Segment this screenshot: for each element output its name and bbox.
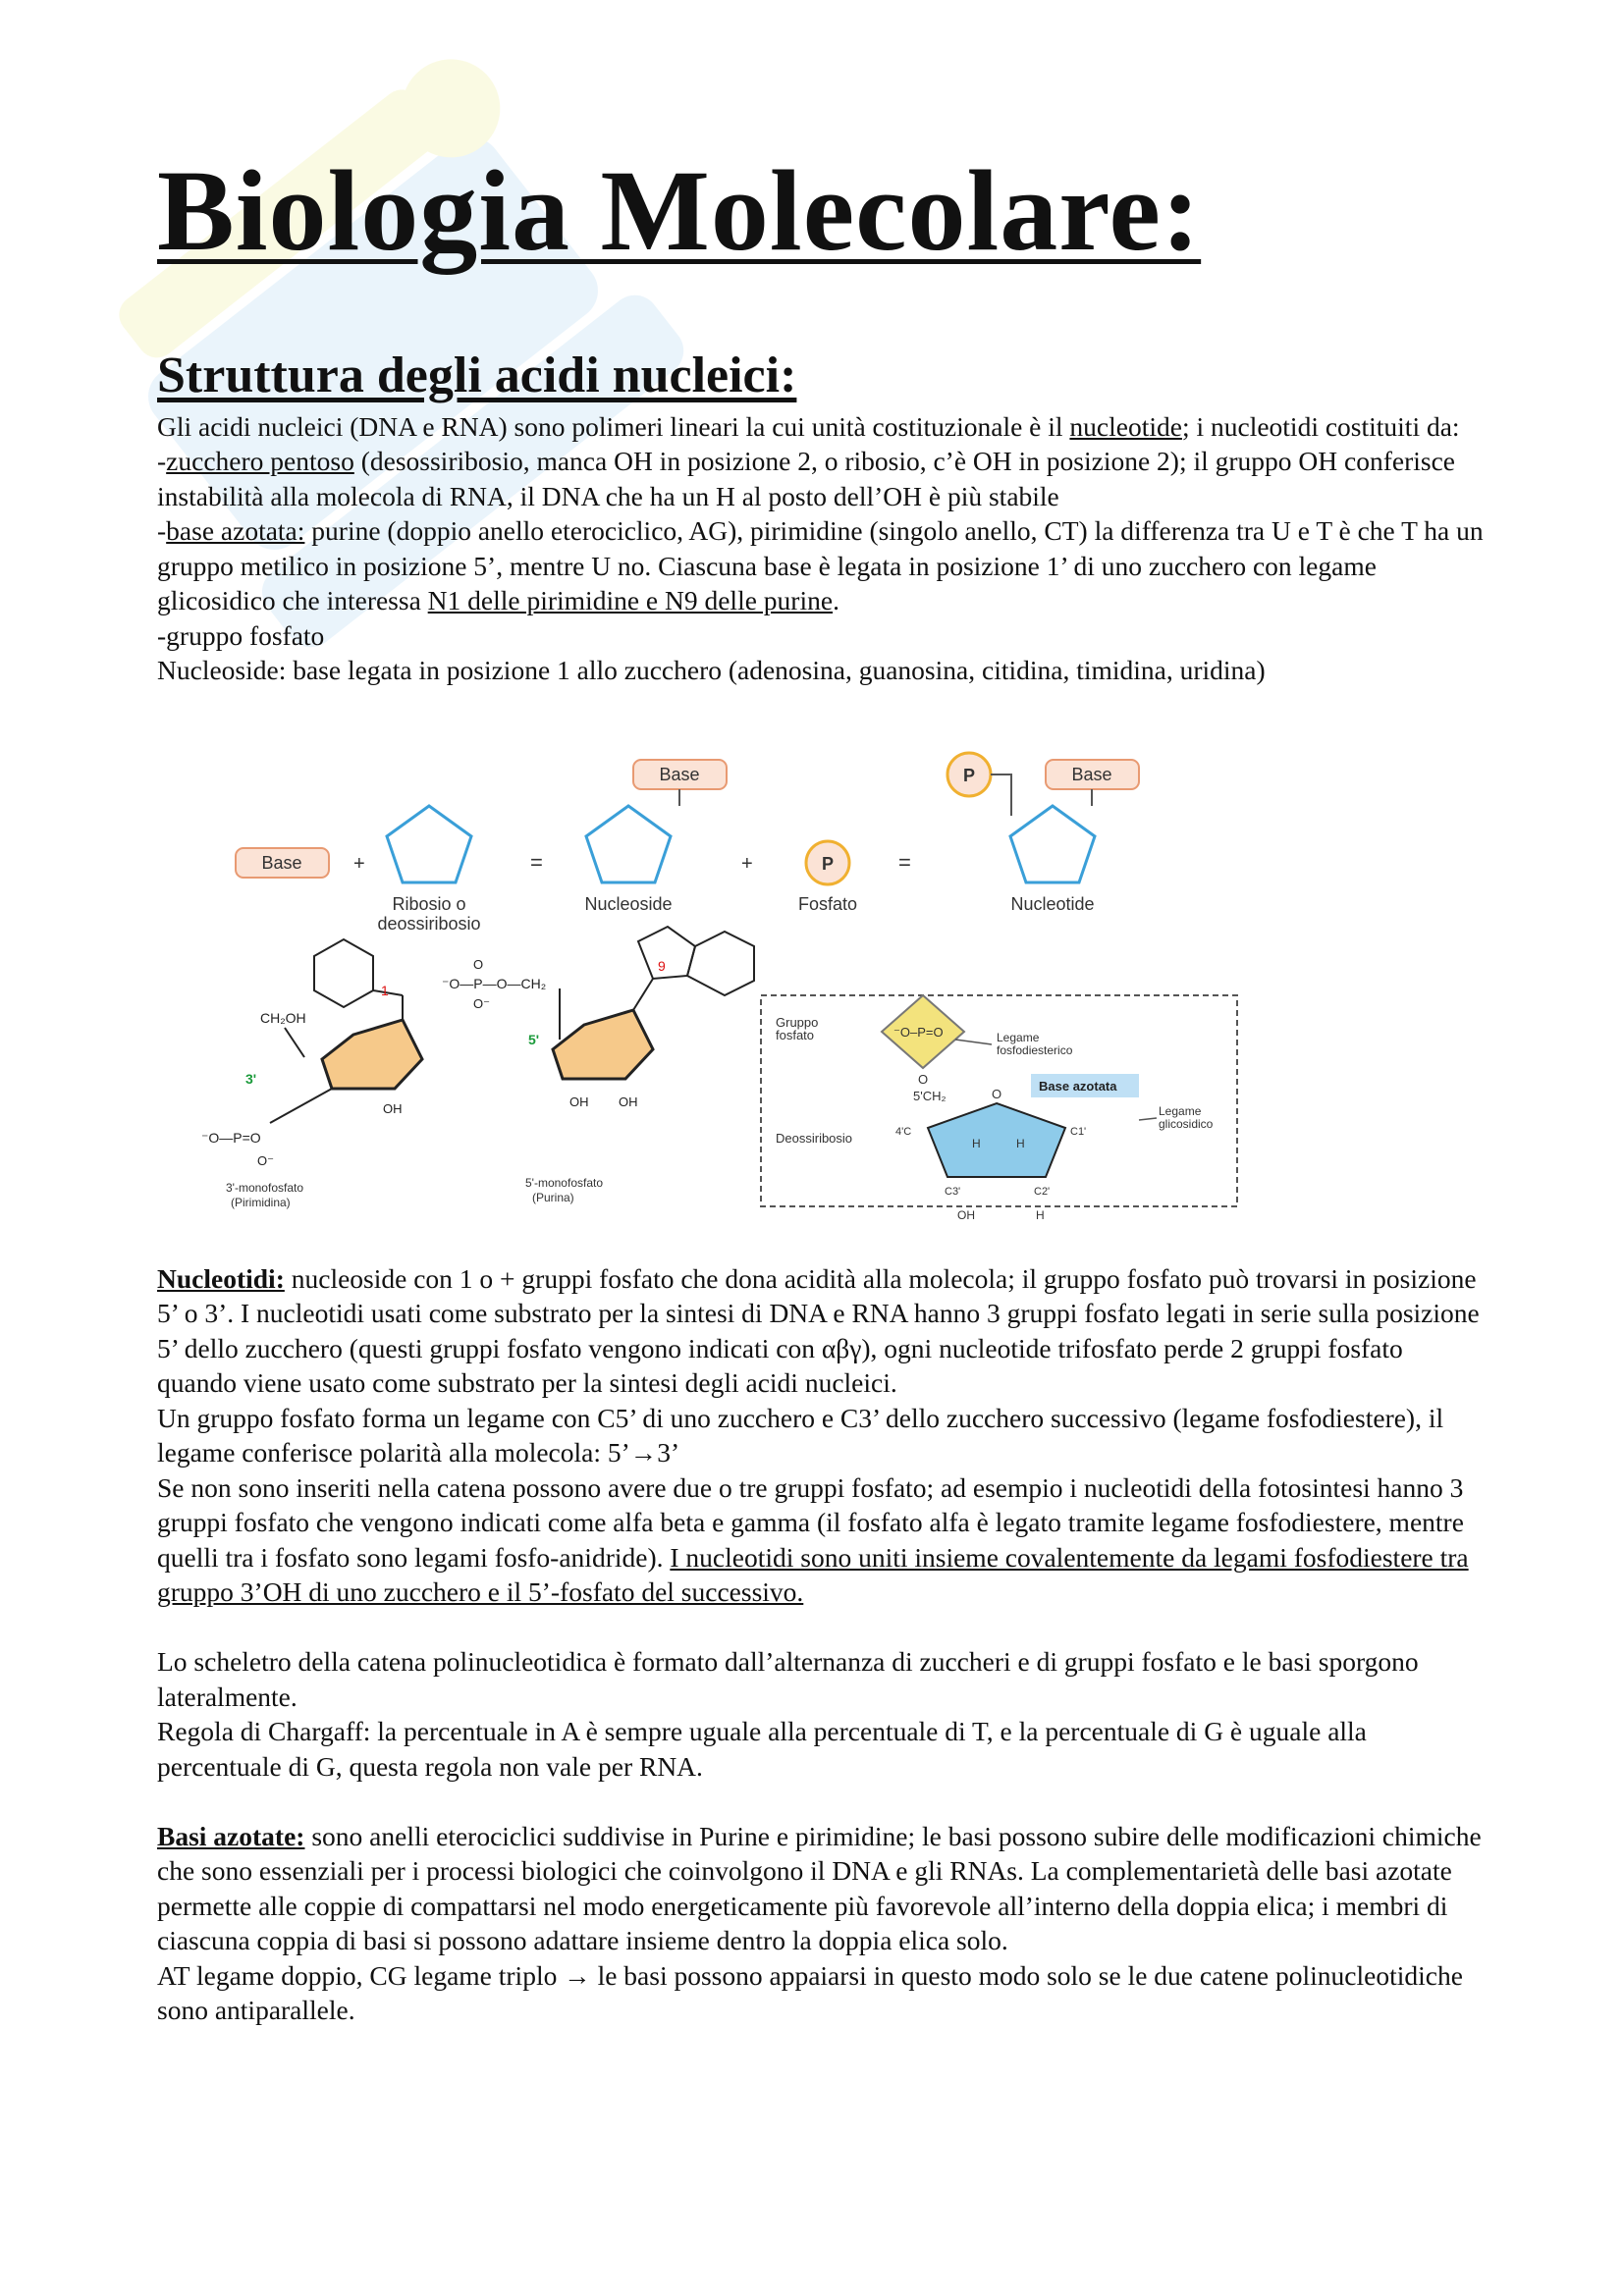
svg-text:H: H [1036, 1207, 1045, 1222]
svg-text:Legame: Legame [1159, 1103, 1202, 1118]
svg-text:⁻O—P=O: ⁻O—P=O [201, 1129, 261, 1146]
paragraph-bases: Basi azotate: sono anelli eterociclici suddivise in Purine e pirimidine; le basi possono subire delle modificazioni chimiche che sono essenziali per i processi biologici che coinvolgono il DNA e gli RNAs. La complementarietà delle basi azotate permette alle coppie di compattarsi nel modo energeticamente più favorevole all’interno della doppia elica; i membri di ciascuna coppia di basi si possono adattare insieme dentro la doppia elica solo. [157, 1820, 1482, 1956]
svg-text:⁻O–P=O: ⁻O–P=O [893, 1024, 944, 1040]
svg-text:O: O [918, 1071, 929, 1087]
svg-text:(Purina): (Purina) [532, 1190, 574, 1204]
paragraph-sugar: -zucchero pentoso (desossiribosio, manca OH in posizione 2, o ribosio, c’è OH in posizione 2); il gruppo OH conferisce instabilità alla molecola di RNA, il DNA che ha un H al posto dell’OH è più stabile [157, 446, 1455, 511]
bases-label: Basi azotate: [157, 1820, 305, 1851]
svg-text:C1': C1' [1070, 1125, 1087, 1138]
svg-text:9: 9 [658, 957, 666, 974]
equals-sign-2: = [898, 849, 911, 875]
svg-text:CH₂OH: CH₂OH [260, 1009, 306, 1026]
plus-sign-2: + [741, 852, 753, 875]
svg-text:P: P [962, 765, 976, 785]
sugar-term: zucchero pentoso [166, 446, 354, 477]
sugar-label-1: Ribosio o [392, 893, 466, 914]
svg-text:1: 1 [381, 982, 389, 998]
nucleotide-base-box [1046, 760, 1139, 789]
paragraph-intro: Gli acidi nucleici (DNA e RNA) sono polimeri lineari la cui unità costituzionale è il nucleotide; i nucleotidi costituiti da: [157, 410, 1460, 442]
svg-text:glicosidico: glicosidico [1159, 1116, 1214, 1131]
svg-text:fosfodiesterico: fosfodiesterico [997, 1042, 1073, 1057]
svg-text:(Pirimidina): (Pirimidina) [231, 1195, 291, 1209]
svg-text:Base: Base [261, 852, 302, 873]
svg-text:OH: OH [569, 1094, 589, 1109]
svg-text:5': 5' [528, 1031, 540, 1047]
covalent-bond-sentence: I nucleotidi sono uniti insieme covalentemente da legami fosfodiestere tra gruppo 3’OH di uno zucchero e il 5’-fosfato del successivo. [157, 1541, 1469, 1608]
paragraph-chargaff: Regola di Chargaff: la percentuale in A è sempre uguale alla percentuale di T, e la percentuale di G è uguale alla percentuale di G, questa regola non vale per RNA. [157, 1716, 1367, 1782]
equals-sign-1: = [530, 849, 543, 875]
ribose-pentagon [387, 806, 471, 882]
svg-text:O⁻: O⁻ [473, 995, 490, 1011]
paragraph-phosphate: -gruppo fosfato [157, 619, 325, 651]
n1-n9-term: N1 delle pirimidine e N9 delle purine [427, 585, 834, 616]
svg-text:3': 3' [245, 1070, 257, 1087]
svg-text:O⁻: O⁻ [257, 1152, 274, 1168]
nucleotide-term: nucleotide [1069, 410, 1182, 442]
deoxyribose-diagram [761, 995, 1237, 1222]
svg-text:Base azotata: Base azotata [1039, 1078, 1117, 1094]
paragraph-nucleotides: Nucleotidi: nucleoside con 1 o + gruppi fosfato che dona acidità alla molecola; il gruppo fosfato può trovarsi in posizione 5’ o 3’. I nucleotidi usati come substrato per la sintesi di DNA e RNA hanno 3 gruppi fosfato legati in serie sulla posizione 5’ dello zucchero (questi gruppi fosfato vengono indicati con αβγ), ogni nucleotide trifosfato perde 2 gruppi fosfato quando viene usato come substrato per la sintesi degli acidi nucleici. [157, 1262, 1480, 1399]
svg-text:4'C: 4'C [895, 1125, 912, 1138]
monophosphate-3-structure [201, 939, 422, 1209]
svg-text:C3': C3' [945, 1185, 961, 1198]
paragraph-inserted: Se non sono inseriti nella catena possono avere due o tre gruppi fosfato; ad esempio i nucleotidi della fotosintesi hanno 3 gruppi fosfato che vengono indicati come alfa beta e gamma (il fosfato alfa è legato tramite legame fosfodiestere, mentre quelli tra i fosfato sono legami fosfo-anidride). I nucleotidi sono uniti insieme covalentemente da legami fosfodiestere tra gruppo 3’OH di uno zucchero e il 5’-fosfato del successivo. [157, 1471, 1469, 1608]
svg-text:OH: OH [619, 1094, 638, 1109]
svg-text:H: H [972, 1136, 981, 1150]
svg-text:Deossiribosio: Deossiribosio [776, 1130, 853, 1146]
paragraph-backbone: Lo scheletro della catena polinucleotidica è formato dall’alternanza di zuccheri e di gruppi fosfato e le basi sporgono lateralmente. [157, 1646, 1419, 1712]
paragraph-nucleoside: Nucleoside: base legata in posizione 1 allo zucchero (adenosina, guanosina, citidina, timidina, uridina) [157, 655, 1266, 686]
svg-text:O: O [473, 956, 484, 972]
svg-text:Gruppo: Gruppo [776, 1014, 819, 1030]
svg-text:Base: Base [659, 764, 700, 784]
paragraph-base: -base azotata: purine (doppio anello eterociclico, AG), pirimidine (singolo anello, CT) la differenza tra U e T è che T ha un gruppo metilico in posizione 5’, mentre U no. Ciascuna base è legata in posizione 1’ di uno zucchero con legame glicosidico che interessa N1 delle pirimidine e N9 delle purine. [157, 515, 1484, 616]
page-title: Biologia Molecolare: [157, 146, 1202, 275]
svg-text:O: O [992, 1086, 1002, 1101]
sugar-label-2: deossiribosio [377, 913, 481, 934]
plus-sign-1: + [353, 852, 365, 875]
svg-text:OH: OH [957, 1207, 975, 1222]
phosphate-symbol: P [821, 853, 835, 874]
section-heading-structure: Struttura degli acidi nucleici: [157, 347, 797, 403]
base-term: base azotata: [166, 515, 305, 547]
svg-text:⁻O—P—O—CH₂: ⁻O—P—O—CH₂ [442, 975, 547, 991]
document-content [157, 147, 1488, 2028]
svg-text:5'CH₂: 5'CH₂ [913, 1088, 947, 1103]
nucleoside-base-box [633, 760, 727, 789]
svg-text:OH: OH [383, 1100, 403, 1116]
paragraph-polarity: Un gruppo fosfato forma un legame con C5’ di uno zucchero e C3’ dello zucchero successivo (legame fosfodiestere), il legame conferisce polarità alla molecola: 5’→3’ [157, 1402, 1444, 1468]
svg-text:H: H [1016, 1136, 1025, 1150]
nucleoside-pentagon [586, 806, 671, 882]
svg-text:fosfato: fosfato [776, 1027, 815, 1042]
monophosphate-5-structure [442, 927, 754, 1204]
svg-text:C2': C2' [1034, 1185, 1051, 1198]
nucleotide-pentagon [1010, 806, 1095, 882]
nucleotide-label: Nucleotide [1010, 893, 1095, 914]
paragraph-pairing: AT legame doppio, CG legame triplo → le basi possono appaiarsi in questo modo solo se le due catene polinucleotidiche sono antiparallele. [157, 1959, 1463, 2026]
nucleotides-label: Nucleotidi: [157, 1262, 285, 1294]
svg-text:3'-monofosfato: 3'-monofosfato [226, 1180, 304, 1195]
svg-text:Base: Base [1071, 764, 1112, 784]
phosphate-label: Fosfato [797, 893, 858, 914]
nucleoside-label: Nucleoside [584, 893, 673, 914]
nucleotide-figure [157, 745, 1488, 1236]
section-nucleotides [157, 1261, 1488, 2028]
svg-text:5'-monofosfato: 5'-monofosfato [525, 1175, 604, 1190]
base-box [236, 848, 329, 878]
svg-text:Legame: Legame [997, 1030, 1040, 1044]
